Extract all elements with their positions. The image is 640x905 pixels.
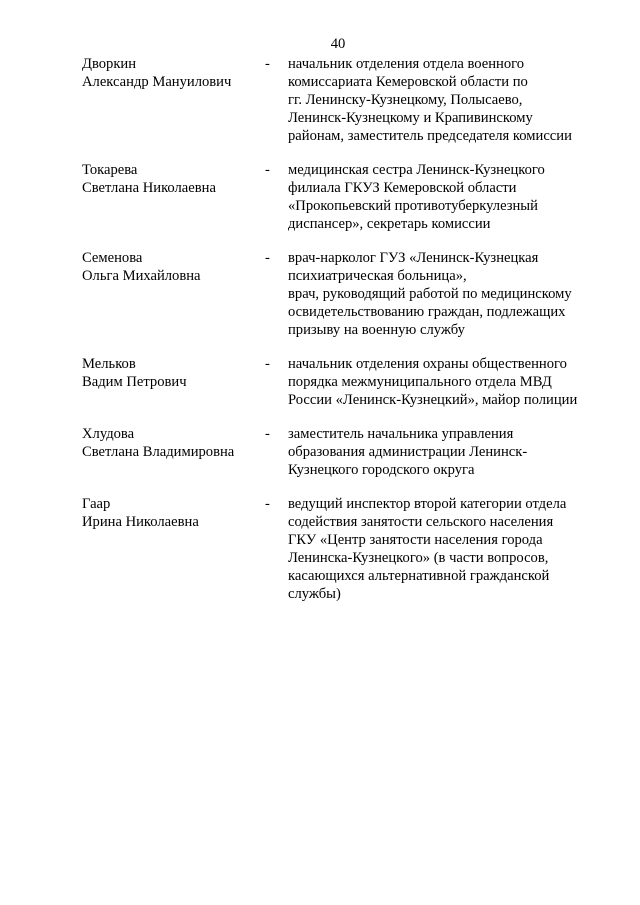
member-name (82, 161, 262, 197)
member-role (288, 495, 600, 603)
role-text-line: образования администрации Ленинск- (288, 444, 528, 460)
member-role (288, 161, 600, 233)
role-text-line: касающихся альтернативной гражданской (288, 568, 550, 584)
member-given-names: Вадим Петрович (82, 374, 187, 390)
member-entry (82, 55, 602, 145)
page-number: 40 (330, 36, 346, 52)
member-role (288, 355, 600, 409)
role-text-line: врач, руководящий работой по медицинскому (288, 286, 572, 302)
member-name (82, 355, 262, 391)
role-text-line: порядка межмуниципального отдела МВД (288, 374, 552, 390)
commission-members-list (82, 55, 602, 619)
role-text-line: ГКУ «Центр занятости населения города (288, 532, 543, 548)
separator-dash: - (265, 356, 270, 372)
member-role (288, 425, 600, 479)
role-text-line: гг. Ленинску-Кузнецкому, Полысаево, (288, 92, 523, 108)
role-text-line: врач-нарколог ГУЗ «Ленинск-Кузнецкая (288, 250, 539, 266)
separator-dash: - (265, 162, 270, 178)
role-text-line: начальник отделения отдела военного (288, 56, 525, 72)
separator-dash: - (265, 496, 270, 512)
member-entry (82, 355, 602, 409)
member-entry (82, 495, 602, 603)
member-surname: Семенова (82, 250, 143, 266)
member-entry (82, 249, 602, 339)
role-text-line: диспансер», секретарь комиссии (288, 216, 491, 232)
member-surname: Гаар (82, 496, 111, 512)
member-given-names: Светлана Владимировна (82, 444, 235, 460)
member-surname: Токарева (82, 162, 138, 178)
member-role (288, 55, 600, 145)
role-text-line: психиатрическая больница», (288, 268, 467, 284)
role-text-line: районам, заместитель председателя комиссии (288, 128, 572, 144)
role-text-line: филиала ГКУЗ Кемеровской области (288, 180, 517, 196)
role-text-line: комиссариата Кемеровской области по (288, 74, 528, 90)
member-name (82, 249, 262, 285)
role-text-line: России «Ленинск-Кузнецкий», майор полиции (288, 392, 578, 408)
role-text-line: ведущий инспектор второй категории отдела (288, 496, 567, 512)
member-surname: Хлудова (82, 426, 135, 442)
member-entry (82, 425, 602, 479)
member-name (82, 495, 262, 531)
role-text-line: службы) (288, 586, 341, 602)
member-given-names: Ольга Михайловна (82, 268, 201, 284)
role-text-line: «Прокопьевский противотуберкулезный (288, 198, 538, 214)
separator-dash: - (265, 250, 270, 266)
role-text-line: Ленинск-Кузнецкому и Крапивинскому (288, 110, 533, 126)
role-text-line: призыву на военную службу (288, 322, 465, 338)
role-text-line: освидетельствованию граждан, подлежащих (288, 304, 566, 320)
member-given-names: Ирина Николаевна (82, 514, 199, 530)
separator-dash: - (265, 56, 270, 72)
role-text-line: содействия занятости сельского населения (288, 514, 554, 530)
member-surname: Дворкин (82, 56, 137, 72)
role-text-line: медицинская сестра Ленинск-Кузнецкого (288, 162, 545, 178)
member-given-names: Александр Мануилович (82, 74, 232, 90)
member-name (82, 55, 262, 91)
member-surname: Мельков (82, 356, 136, 372)
role-text-line: начальник отделения охраны общественного (288, 356, 567, 372)
role-text-line: Ленинска-Кузнецкого» (в части вопросов, (288, 550, 549, 566)
role-text-line: заместитель начальника управления (288, 426, 514, 442)
role-text-line: Кузнецкого городского округа (288, 462, 475, 478)
member-role (288, 249, 600, 339)
member-given-names: Светлана Николаевна (82, 180, 216, 196)
member-name (82, 425, 262, 461)
separator-dash: - (265, 426, 270, 442)
member-entry (82, 161, 602, 233)
